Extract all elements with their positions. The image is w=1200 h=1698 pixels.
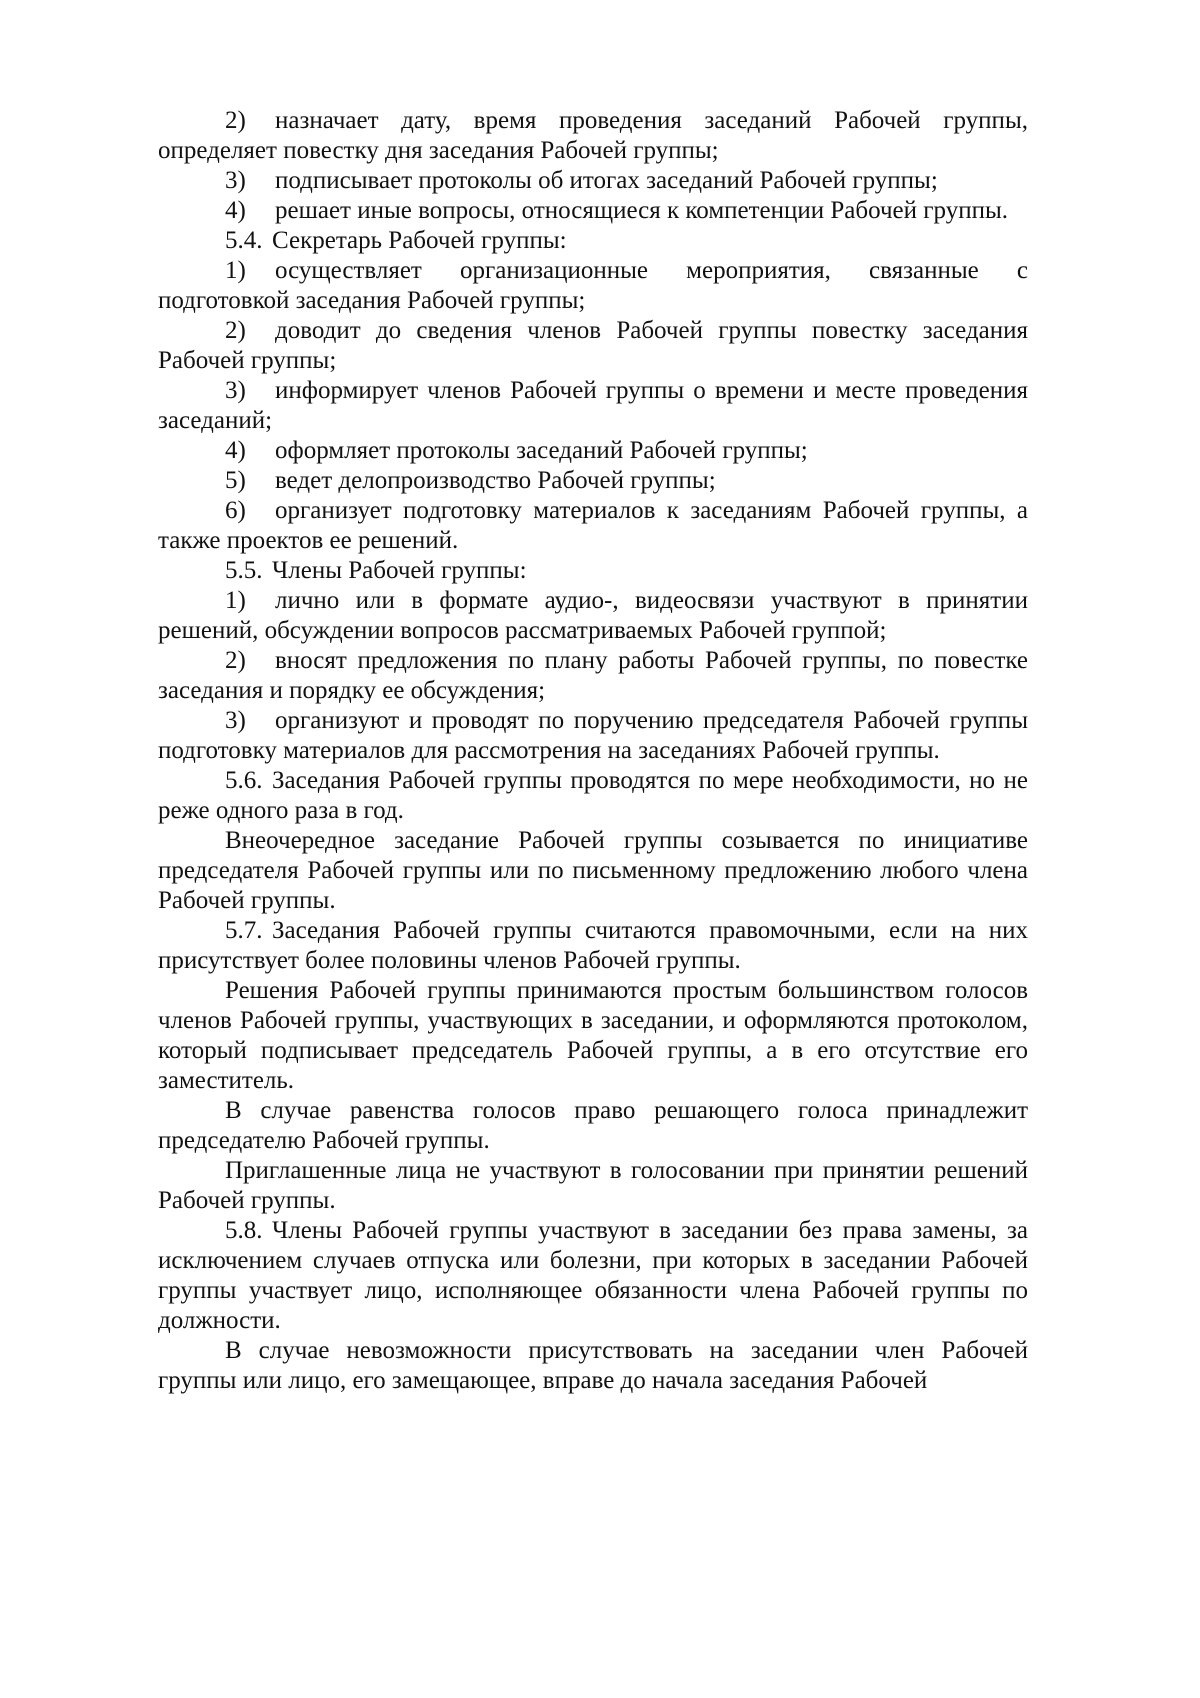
section-paragraph xyxy=(158,916,1028,976)
body-paragraph xyxy=(158,826,1028,916)
paragraph-text: В случае невозможности присутствовать на заседании член Рабочей группы или лицо, его замещающее, вправе до начала заседания Рабочей xyxy=(158,1337,1028,1394)
list-item xyxy=(158,196,1028,226)
item-text: доводит до сведения членов Рабочей группы повестку заседания Рабочей группы; xyxy=(158,317,1028,374)
list-item xyxy=(158,586,1028,646)
section-number: 5.6. xyxy=(225,767,263,794)
list-item xyxy=(158,646,1028,706)
section-paragraph xyxy=(158,1216,1028,1336)
body-paragraph xyxy=(158,1336,1028,1396)
item-text: организует подготовку материалов к заседаниям Рабочей группы, а также проектов ее решений. xyxy=(158,497,1028,554)
section-heading xyxy=(158,556,1028,586)
item-number: 3) xyxy=(225,707,246,734)
item-text: осуществляет организационные мероприятия, связанные с подготовкой заседания Рабочей группы; xyxy=(158,257,1028,314)
section-number: 5.8. xyxy=(225,1217,263,1244)
item-text: назначает дату, время проведения заседаний Рабочей группы, определяет повестку дня заседания Рабочей группы; xyxy=(158,107,1028,164)
item-number: 1) xyxy=(225,257,246,284)
section-text: Заседания Рабочей группы считаются правомочными, если на них присутствует более половины членов Рабочей группы. xyxy=(158,917,1028,974)
list-item xyxy=(158,706,1028,766)
paragraph-text: Решения Рабочей группы принимаются простым большинством голосов членов Рабочей группы, участвующих в заседании, и оформляются протоколом, который подписывает председатель Рабочей группы, а в его отсутствие его заместитель. xyxy=(158,977,1028,1094)
item-text: лично или в формате аудио-, видеосвязи участвуют в принятии решений, обсуждении вопросов рассматриваемых Рабочей группой; xyxy=(158,587,1028,644)
paragraph-text: В случае равенства голосов право решающего голоса принадлежит председателю Рабочей группы. xyxy=(158,1097,1028,1154)
section-number: 5.7. xyxy=(225,917,263,944)
item-text: оформляет протоколы заседаний Рабочей группы; xyxy=(275,437,808,464)
section-text: Члены Рабочей группы участвуют в заседании без права замены, за исключением случаев отпуска или болезни, при которых в заседании Рабочей группы участвует лицо, исполняющее обязанности члена Рабочей группы по должности. xyxy=(158,1217,1028,1334)
item-text: подписывает протоколы об итогах заседаний Рабочей группы; xyxy=(275,167,938,194)
list-item xyxy=(158,316,1028,376)
item-number: 3) xyxy=(225,167,246,194)
item-number: 4) xyxy=(225,437,246,464)
paragraph-text: Приглашенные лица не участвуют в голосовании при принятии решений Рабочей группы. xyxy=(158,1157,1028,1214)
body-paragraph xyxy=(158,976,1028,1096)
list-item xyxy=(158,496,1028,556)
item-number: 2) xyxy=(225,647,246,674)
item-number: 2) xyxy=(225,317,246,344)
item-text: информирует членов Рабочей группы о времени и месте проведения заседаний; xyxy=(158,377,1028,434)
section-number: 5.5. xyxy=(225,557,263,584)
list-item xyxy=(158,436,1028,466)
list-item xyxy=(158,466,1028,496)
item-text: организуют и проводят по поручению председателя Рабочей группы подготовку материалов для рассмотрения на заседаниях Рабочей группы. xyxy=(158,707,1028,764)
item-text: ведет делопроизводство Рабочей группы; xyxy=(275,467,716,494)
section-text: Заседания Рабочей группы проводятся по мере необходимости, но не реже одного раза в год. xyxy=(158,767,1028,824)
list-item xyxy=(158,256,1028,316)
section-paragraph xyxy=(158,766,1028,826)
section-number: 5.4. xyxy=(225,227,263,254)
document-body xyxy=(158,106,1028,1396)
list-item xyxy=(158,106,1028,166)
paragraph-text: Внеочередное заседание Рабочей группы созывается по инициативе председателя Рабочей группы или по письменному предложению любого члена Рабочей группы. xyxy=(158,827,1028,914)
item-number: 6) xyxy=(225,497,246,524)
list-item xyxy=(158,166,1028,196)
item-number: 3) xyxy=(225,377,246,404)
item-number: 4) xyxy=(225,197,246,224)
section-text: Члены Рабочей группы: xyxy=(272,557,527,584)
list-item xyxy=(158,376,1028,436)
item-number: 5) xyxy=(225,467,246,494)
item-text: решает иные вопросы, относящиеся к компетенции Рабочей группы. xyxy=(275,197,1009,224)
body-paragraph xyxy=(158,1096,1028,1156)
body-paragraph xyxy=(158,1156,1028,1216)
item-number: 2) xyxy=(225,107,246,134)
section-heading xyxy=(158,226,1028,256)
item-text: вносят предложения по плану работы Рабочей группы, по повестке заседания и порядку ее обсуждения; xyxy=(158,647,1028,704)
item-number: 1) xyxy=(225,587,246,614)
section-text: Секретарь Рабочей группы: xyxy=(272,227,567,254)
